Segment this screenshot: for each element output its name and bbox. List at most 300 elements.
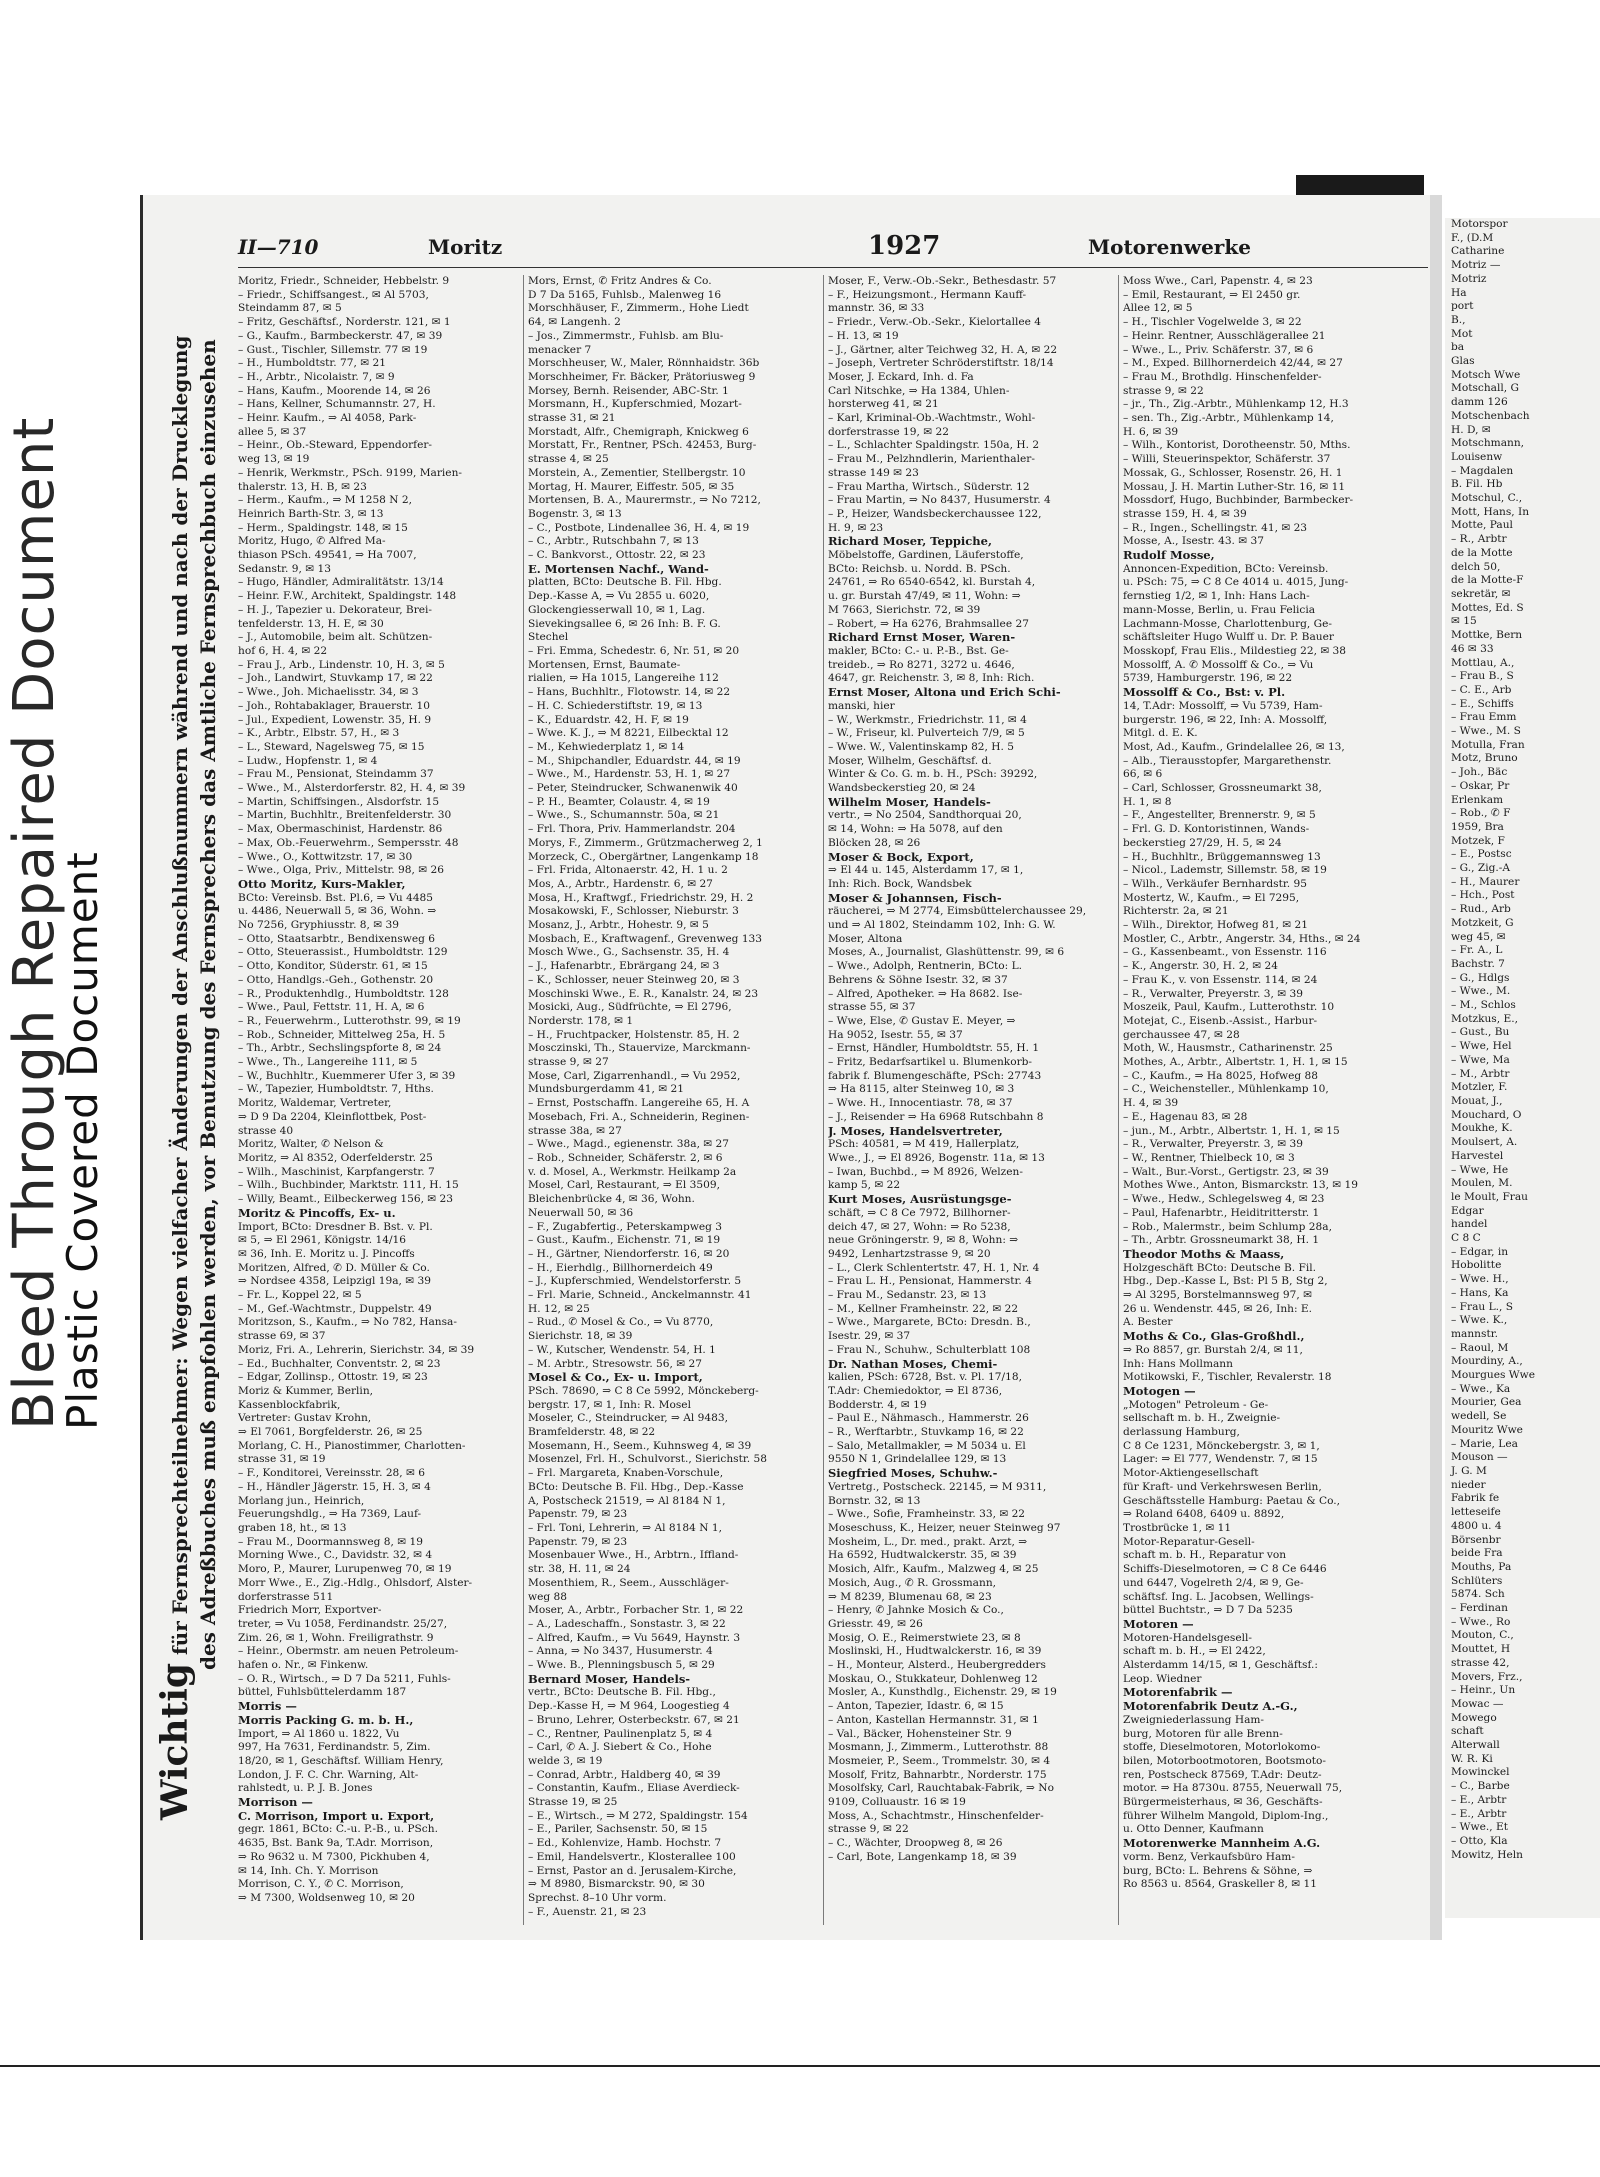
directory-entry: Mosel & Co., Ex- u. Import,: [528, 1371, 703, 1385]
directory-entry: Mosakowski, F., Schlosser, Nieburstr. 3: [528, 905, 739, 918]
directory-entry: Moses, A., Journalist, Glashüttenstr. 99, ✉ 6: [828, 946, 1065, 959]
directory-entry: ren, Postscheck 87569, T.Adr: Deutz-: [1123, 1768, 1322, 1781]
directory-entry: Bernard Moser, Handels-: [528, 1672, 691, 1686]
next-page-entry: – Hch., Post: [1451, 889, 1515, 902]
directory-entry: Bramfelderstr. 48, ✉ 22: [528, 1426, 656, 1439]
directory-entry: – Fritz, Geschäftsf., Norderstr. 121, ✉ 1: [238, 316, 451, 329]
directory-entry: ⇒ El 7061, Borgfelderstr. 26, ✉ 25: [238, 1426, 423, 1439]
directory-entry: hafen o. Nr., ✉ Finkenw.: [238, 1659, 369, 1672]
directory-entry: Moser, Altona: [828, 932, 903, 945]
directory-entry: – Hans, Kaufm., Moorende 14, ✉ 26: [238, 384, 431, 397]
directory-entry: Morlang jun., Heinrich,: [238, 1494, 365, 1507]
directory-entry: – Heinr. Kaufm., ⇒ Al 4058, Park-: [238, 412, 417, 425]
directory-entry: ⇒ M 7300, Woldsenweg 10, ✉ 20: [238, 1891, 415, 1904]
directory-entry: – H., Arbtr., Nicolaistr. 7, ✉ 9: [238, 370, 395, 383]
directory-entry: 4647, gr. Reichenstr. 3, ✉ 8, Inh: Rich.: [828, 672, 1035, 685]
directory-entry: H. 4, ✉ 39: [1123, 1097, 1179, 1110]
directory-entry: – Th., Arbtr., Sechslingspforte 8, ✉ 24: [238, 1042, 442, 1055]
directory-entry: Papenstr. 79, ✉ 23: [528, 1535, 628, 1548]
directory-entry: – M., Gef.-Wachtmstr., Duppelstr. 49: [238, 1302, 432, 1315]
directory-entry: Motikowski, F., Tischler, Revalerstr. 18: [1123, 1371, 1332, 1384]
directory-entry: – Otto, Steuerassist., Humboldtstr. 129: [238, 946, 448, 959]
directory-entry: Mosmann, J., Zimmerm., Lutterothstr. 88: [828, 1741, 1049, 1754]
directory-entry: – Ludw., Hopfenstr. 1, ✉ 4: [238, 754, 378, 767]
directory-entry: menacker 7: [528, 343, 592, 356]
directory-entry: – Frau M., Pelzhndlerin, Marienthaler-: [828, 453, 1035, 466]
directory-entry: Motoren-Handelsgesell-: [1123, 1631, 1252, 1644]
directory-entry: Winter & Co. G. m. b. H., PSch: 39292,: [828, 768, 1038, 781]
directory-entry: ✉ 36, Inh. E. Moritz u. J. Pincoffs: [238, 1247, 415, 1260]
notice-title: Wichtig: [154, 1662, 196, 1820]
directory-entry: – Joh., Rohtabaklager, Brauerstr. 10: [238, 699, 430, 712]
directory-entry: motor. ⇒ Ha 8730u. 8755, Neuerwall 75,: [1123, 1782, 1343, 1795]
directory-entry: Annoncen-Expedition, BCto: Vereinsb.: [1123, 562, 1329, 575]
directory-entry: str. 38, H. 11, ✉ 24: [528, 1563, 631, 1576]
directory-entry: Motogen —: [1123, 1384, 1196, 1398]
header-rule: [238, 267, 1428, 268]
next-page-entry: B. Fil. Hb: [1451, 478, 1503, 491]
directory-entry: – E., Hagenau 83, ✉ 28: [1123, 1110, 1248, 1123]
directory-entry: – Fritz, Bedarfsartikel u. Blumenkorb-: [828, 1056, 1032, 1069]
directory-entry: Morstadt, Alfr., Chemigraph, Knickweg 6: [528, 425, 749, 438]
directory-entry: Morsey, Bernh. Reisender, ABC-Str. 1: [528, 384, 729, 397]
directory-entry: Morris —: [238, 1700, 297, 1714]
directory-entry: – M., Exped. Billhornerdeich 42/44, ✉ 27: [1123, 357, 1343, 370]
directory-entry: Mostler, C., Arbtr., Angerstr. 34, Hths., ✉ 24: [1123, 932, 1361, 945]
directory-entry: – Frau M., Pensionat, Steindamm 37: [238, 768, 434, 781]
directory-entry: Ro 8563 u. 8564, Graskeller 8, ✉ 11: [1123, 1878, 1317, 1891]
directory-entry: Mothes Wwe., Anton, Bismarckstr. 13, ✉ 19: [1123, 1179, 1359, 1192]
directory-entry: – Friedr., Schiffsangest., ✉ Al 5703,: [238, 288, 429, 301]
next-page-entry: Motzkus, E.,: [1451, 1012, 1518, 1025]
directory-entry: – P., Heizer, Wandsbeckerchaussee 122,: [828, 507, 1042, 520]
directory-entry: – Wwe., Hedw., Schlegelsweg 4, ✉ 23: [1123, 1193, 1325, 1206]
directory-entry: – J., Reisender ⇒ Ha 6968 Rutschbahn 8: [828, 1110, 1044, 1123]
directory-entry: Inh: Hans Mollmann: [1123, 1357, 1233, 1370]
directory-entry: Mosig, O. E., Reimerstwiete 23, ✉ 8: [828, 1631, 1021, 1644]
directory-entry: Motoren —: [1123, 1617, 1194, 1631]
directory-entry: – Wwe., Sofie, Framheinstr. 33, ✉ 22: [828, 1508, 1026, 1521]
directory-entry: – Wwe., Th., Langereihe 111, ✉ 5: [238, 1056, 418, 1069]
next-page-entry: Motte, Paul: [1451, 519, 1513, 532]
directory-entry: beckerstieg 27/29, H. 5, ✉ 24: [1123, 836, 1282, 849]
directory-entry: – Wwe., L., Priv. Schäferstr. 37, ✉ 6: [1123, 343, 1314, 356]
directory-entry: Heinrich Barth-Str. 3, ✉ 13: [238, 507, 384, 520]
directory-entry: Bürgermeisterhaus, ✉ 36, Geschäfts-: [1123, 1796, 1323, 1809]
directory-entry: Mossak, G., Schlosser, Rosenstr. 26, H. 1: [1123, 466, 1343, 479]
directory-entry: Blöcken 28, ✉ 26: [828, 836, 921, 849]
directory-entry: – W., Werkmstr., Friedrichstr. 11, ✉ 4: [828, 713, 1027, 726]
directory-entry: strasse 31, ✉ 21: [528, 412, 616, 425]
directory-entry: Carl Nitschke, ⇒ Ha 1384, Uhlen-: [828, 384, 1010, 397]
next-page-entry: Börsenbr: [1451, 1533, 1501, 1546]
directory-entry: – R., Verwalter, Preyerstr. 3, ✉ 39: [1123, 1138, 1303, 1151]
directory-entry: ⇒ Ro 8857, gr. Burstah 2/4, ✉ 11,: [1123, 1343, 1303, 1356]
directory-entry: derlassung Hamburg,: [1123, 1426, 1240, 1439]
next-page-entry: Glas: [1451, 355, 1475, 368]
directory-column-4: [1123, 275, 1408, 1925]
directory-entry: Moser & Bock, Export,: [828, 850, 974, 864]
directory-entry: strasse 4, ✉ 25: [528, 453, 609, 466]
directory-entry: E. Mortensen Nachf., Wand-: [528, 562, 709, 576]
directory-entry: – Willi, Steuerinspektor, Schäferstr. 37: [1123, 453, 1331, 466]
directory-entry: A, Postscheck 21519, ⇒ Al 8184 N 1,: [528, 1494, 726, 1507]
next-page-entry: – Wwe, Hel: [1451, 1040, 1512, 1053]
directory-entry: Mosse, A., Isestr. 43. ✉ 37: [1123, 535, 1265, 548]
directory-entry: gegr. 1861, BCto: C.-u. P.-B., u. PSch.: [238, 1823, 438, 1836]
directory-entry: Mosenzel, Frl. H., Schulvorst., Sierichstr. 58: [528, 1453, 767, 1466]
next-page-entry: – Wwe, Ma: [1451, 1053, 1510, 1066]
directory-entry: Import, ⇒ Al 1860 u. 1822, Vu: [238, 1727, 400, 1740]
directory-entry: PSch. 78690, ⇒ C 8 Ce 5992, Mönckeberg-: [528, 1384, 759, 1397]
directory-entry: – Jul., Expedient, Lowenstr. 35, H. 9: [238, 713, 432, 726]
next-page-entry: beide Fra: [1451, 1547, 1503, 1560]
directory-entry: Moskau, O., Stukkateur, Dohlenweg 12: [828, 1672, 1038, 1685]
directory-entry: Richard Ernst Moser, Waren-: [828, 631, 1016, 645]
directory-entry: Bleichenbrücke 4, ✉ 36, Wohn.: [528, 1193, 695, 1206]
next-page-entry: Motzler, F.: [1451, 1081, 1508, 1094]
directory-entry: – Constantin, Kaufm., Eliase Averdieck-: [528, 1782, 740, 1795]
directory-entry: Ha 9052, Isestr. 55, ✉ 37: [828, 1028, 963, 1041]
directory-entry: – Rud., ✆ Mosel & Co., ⇒ Vu 8770,: [528, 1316, 714, 1329]
directory-entry: – Edgar, Zollinsp., Ottostr. 19, ✉ 23: [238, 1371, 428, 1384]
directory-entry: – W., Rentner, Thielbeck 10, ✉ 3: [1123, 1152, 1295, 1164]
directory-entry: – H., Eierhdlg., Billhornerdeich 49: [528, 1261, 713, 1274]
next-page-entry: – Wwe., Ro: [1451, 1615, 1511, 1628]
directory-entry: Ernst Moser, Altona und Erich Schi-: [828, 686, 1061, 700]
next-page-entry: – Frau B., S: [1451, 670, 1514, 683]
directory-entry: – Rob., Schneider, Schäferstr. 2, ✉ 6: [528, 1152, 723, 1164]
directory-entry: dorferstrasse 511: [238, 1590, 334, 1603]
directory-entry: – Wilh., Kontorist, Dorotheenstr. 50, Mths.: [1123, 439, 1351, 452]
next-page-entry: Mowitz, Heln: [1451, 1848, 1523, 1861]
directory-entry: fernstieg 1/2, ✉ 1, Inh: Hans Lach-: [1123, 590, 1310, 603]
directory-entry: platten, BCto: Deutsche B. Fil. Hbg.: [528, 576, 722, 589]
directory-entry: – Anton, Kastellan Hermannstr. 31, ✉ 1: [828, 1713, 1039, 1726]
directory-entry: – Herm., Kaufm., ⇒ M 1258 N 2,: [238, 494, 413, 507]
next-page-entry: C 8 C: [1451, 1232, 1481, 1245]
next-page-entry: – E., Arbtr: [1451, 1793, 1507, 1806]
directory-entry: Moriz, Fri. A., Lehrerin, Sierichstr. 34, ✉ 39: [238, 1343, 475, 1356]
directory-entry: – K., Eduardstr. 42, H. F, ✉ 19: [528, 713, 689, 726]
next-page-entry: Fabrik fe: [1451, 1492, 1500, 1505]
directory-entry: Morrison, C. Y., ✆ C. Morrison,: [238, 1878, 404, 1891]
next-page-entry: Edgar: [1451, 1204, 1484, 1217]
next-page-entry: mannstr.: [1451, 1327, 1498, 1340]
directory-entry: – A., Ladeschaffn., Sonstastr. 3, ✉ 22: [528, 1617, 726, 1630]
directory-entry: Mothes, A., Arbtr., Albertstr. 1, H. 1, ✉ 15: [1123, 1056, 1348, 1069]
directory-entry: C 8 Ce 1231, Mönckebergstr. 3, ✉ 1,: [1123, 1439, 1320, 1452]
directory-entry: Moritzen, Alfred, ✆ D. Müller & Co.: [238, 1261, 430, 1274]
directory-entry: deich 47, ✉ 27, Wohn: ⇒ Ro 5238,: [828, 1220, 1011, 1233]
directory-entry: Morzeck, C., Obergärtner, Langenkamp 18: [528, 850, 759, 863]
directory-entry: Friedrich Morr, Exportver-: [238, 1604, 382, 1617]
directory-entry: – Fr. L., Koppel 22, ✉ 5: [238, 1289, 362, 1302]
next-page-entry: – M., Arbtr: [1451, 1067, 1510, 1080]
directory-entry: neue Gröningerstr. 9, ✉ 8, Wohn: ⇒: [828, 1234, 1019, 1247]
next-page-entry: Mouson —: [1451, 1451, 1508, 1464]
directory-entry: Moser, A., Arbtr., Forbacher Str. 1, ✉ 22: [528, 1604, 744, 1617]
next-page-entry: – Oskar, Pr: [1451, 779, 1510, 792]
next-page-entry: 1959, Bra: [1451, 820, 1504, 833]
directory-entry: mannstr. 36, ✉ 33: [828, 302, 925, 315]
directory-entry: Kurt Moses, Ausrüstungsge-: [828, 1193, 1012, 1207]
directory-entry: – Emil, Restaurant, ⇒ El 2450 gr.: [1123, 288, 1301, 301]
directory-entry: T.Adr: Chemiedoktor, ⇒ El 8736,: [828, 1384, 1003, 1397]
book-spine: [1430, 195, 1442, 1940]
next-page-fragment: [1445, 218, 1600, 1918]
directory-entry: büttel, Fuhlsbüttelerdamm 187: [238, 1686, 407, 1699]
directory-entry: – Frau Martin, ⇒ No 8437, Husumerstr. 4: [828, 494, 1051, 507]
directory-entry: schaft m. b. H., Reparatur von: [1123, 1549, 1287, 1562]
next-page-entry: Mowego: [1451, 1711, 1497, 1724]
next-page-entry: Mottke, Bern: [1451, 629, 1523, 642]
next-page-entry: 5874. Sch: [1451, 1588, 1505, 1601]
directory-entry: Motejat, C., Eisenb.-Assist., Harbur-: [1123, 1014, 1318, 1027]
directory-entry: 24761, ⇒ Ro 6540-6542, kl. Burstah 4,: [828, 576, 1036, 589]
directory-entry: ⇒ Ro 9632 u. M 7300, Pickhuben 4,: [238, 1850, 430, 1863]
directory-entry: – Henry, ✆ Jahnke Mosich & Co.,: [828, 1604, 1004, 1617]
directory-entry: „Motogen" Petroleum - Ge-: [1123, 1398, 1269, 1411]
directory-entry: Griesstr. 49, ✉ 26: [828, 1617, 923, 1630]
directory-entry: – Alfred, Kaufm., ⇒ Vu 5649, Haynstr. 3: [528, 1631, 741, 1644]
directory-entry: – Anna, ⇒ No 3437, Husumerstr. 4: [528, 1645, 713, 1658]
next-page-entry: – Wwe., M.: [1451, 985, 1511, 998]
next-page-entry: de la Motte-F: [1451, 574, 1524, 587]
next-page-entry: Hobolitte: [1451, 1259, 1502, 1272]
directory-entry: H. 1, ✉ 8: [1123, 795, 1172, 808]
next-page-entry: sekretär, ✉: [1451, 587, 1511, 600]
directory-entry: Mosczinski, Th., Stauervize, Marckmann-: [528, 1042, 751, 1055]
next-page-entry: – Wwe., M. S: [1451, 725, 1521, 738]
directory-entry: und 6447, Vogelreth 2/4, ✉ 9, Ge-: [1123, 1576, 1304, 1589]
directory-entry: Bogenstr. 3, ✉ 13: [528, 507, 622, 520]
next-page-entry: – Wwe, He: [1451, 1163, 1509, 1176]
directory-entry: – K., Angerstr. 30, H. 2, ✉ 24: [1123, 960, 1278, 973]
directory-entry: stoffe, Dieselmotoren, Motorlokomo-: [1123, 1741, 1321, 1754]
directory-entry: bergstr. 17, ✉ 1, Inh: R. Mosel: [528, 1398, 691, 1411]
directory-entry: – Wwe., Magd., egienenstr. 38a, ✉ 27: [528, 1138, 730, 1151]
directory-entry: manski, hier: [828, 699, 895, 712]
directory-entry: – O. R., Wirtsch., ⇒ D 7 Da 5211, Fuhls-: [238, 1672, 451, 1685]
directory-entry: u. Otto Denner, Kaufmann: [1123, 1823, 1264, 1836]
directory-entry: – C., Rentner, Paulinenplatz 5, ✉ 4: [528, 1727, 713, 1740]
next-page-entry: – E., Schiffs: [1451, 697, 1514, 710]
directory-entry: 18/20, ✉ 1, Geschäftsf. William Henry,: [238, 1754, 444, 1767]
directory-entry: – Nicol., Lademstr, Sillemstr. 58, ✉ 19: [1123, 864, 1327, 877]
directory-entry: büttel Buchtstr., ⇒ D 7 Da 5235: [1123, 1604, 1293, 1617]
directory-entry: strasse 9, ✉ 27: [528, 1056, 609, 1069]
directory-entry: Neuerwall 50, ✉ 36: [528, 1206, 634, 1219]
next-page-entry: B.,: [1451, 313, 1466, 326]
next-page-entry: – C., Barbe: [1451, 1780, 1510, 1793]
directory-entry: Motor-Aktiengesellschaft: [1123, 1467, 1259, 1480]
directory-entry: Bornstr. 32, ✉ 13: [828, 1494, 921, 1507]
directory-entry: Wandsbeckerstieg 20, ✉ 24: [828, 782, 976, 795]
directory-entry: – H. J., Tapezier u. Dekorateur, Brei-: [238, 603, 433, 616]
directory-entry: Mortensen, B. A., Maurermstr., ⇒ No 7212,: [528, 494, 761, 507]
next-page-entry: Motz, Bruno: [1451, 752, 1518, 765]
directory-entry: ⇒ Al 3295, Borstelmannsweg 97, ✉: [1123, 1289, 1312, 1302]
directory-entry: Moszeik, Paul, Kaufm., Lutterothstr. 10: [1123, 1001, 1335, 1014]
directory-entry: Zweigniederlassung Ham-: [1123, 1713, 1265, 1726]
directory-entry: 64, ✉ Langenh. 2: [528, 316, 621, 329]
directory-entry: ⇒ M 8980, Bismarckstr. 90, ✉ 30: [528, 1878, 705, 1891]
next-page-entry: – Wwe. K.,: [1451, 1314, 1508, 1327]
directory-entry: BCto: Vereinsb. Bst. Pl.6, ⇒ Vu 4485: [238, 891, 434, 904]
directory-entry: – Anton, Tapezier, Idastr. 6, ✉ 15: [828, 1700, 1004, 1713]
directory-entry: Mosemann, H., Seem., Kuhnsweg 4, ✉ 39: [528, 1439, 752, 1452]
directory-entry: – F., Heizungsmont., Hermann Kauff-: [828, 288, 1027, 301]
directory-entry: Richterstr. 2a, ✉ 21: [1123, 905, 1229, 918]
directory-entry: 997, Ha 7631, Ferdinandstr. 5, Zim.: [238, 1741, 431, 1754]
directory-entry: – Hugo, Händler, Admiralitätstr. 13/14: [238, 576, 444, 589]
directory-entry: – R., Produktenhdlg., Humboldtstr. 128: [238, 987, 449, 1000]
directory-entry: – Iwan, Buchbd., ⇒ M 8926, Welzen-: [828, 1165, 1023, 1178]
next-page-entry: Mouritz Wwe: [1451, 1423, 1523, 1436]
directory-entry: – Frl. Frida, Altonaerstr. 42, H. 1 u. 2: [528, 864, 728, 877]
directory-entry: Zim. 26, ✉ 1, Wohn. Freiligrathstr. 9: [238, 1631, 434, 1644]
next-page-entry: – E., Arbtr: [1451, 1807, 1507, 1820]
directory-entry: – jr., Th., Zig.-Arbtr., Mühlenkamp 12, H.3: [1123, 398, 1349, 411]
next-page-entry: delch 50,: [1451, 560, 1501, 573]
next-page-entry: Moulsert, A.: [1451, 1136, 1518, 1149]
directory-entry: Moritzson, S., Kaufm., ⇒ No 782, Hansa-: [238, 1316, 457, 1329]
directory-entry: Moritz, ⇒ Al 8352, Oderfelderstr. 25: [238, 1152, 433, 1164]
directory-entry: Moro, P., Maurer, Lurupenweg 70, ✉ 19: [238, 1563, 452, 1576]
directory-entry: – Max, Ob.-Feuerwehrm., Sempersstr. 48: [238, 836, 459, 849]
directory-entry: – Frl. Toni, Lehrerin, ⇒ Al 8184 N 1,: [528, 1521, 722, 1534]
directory-entry: Mosenthiem, R., Seem., Ausschläger-: [528, 1576, 729, 1589]
directory-entry: – Emil, Handelsvertr., Klosterallee 100: [528, 1850, 736, 1863]
page-number: II—710: [238, 235, 319, 259]
directory-entry: strasse 40: [238, 1124, 294, 1137]
header-right-word: Motorenwerke: [1088, 235, 1251, 259]
directory-entry: Moritz & Pincoffs, Ex- u.: [238, 1206, 396, 1220]
directory-entry: schäftsleiter Hugo Wulff u. Dr. P. Bauer: [1123, 631, 1334, 644]
directory-entry: Morschheimer, Fr. Bäcker, Prätoriusweg 9: [528, 370, 756, 383]
directory-entry: H. 6, ✉ 39: [1123, 425, 1179, 438]
directory-entry: mann-Mosse, Berlin, u. Frau Felicia: [1123, 603, 1316, 616]
directory-entry: – Frau N., Schuhw., Schulterblatt 108: [828, 1343, 1031, 1356]
directory-entry: und ⇒ Al 1802, Steindamm 102, Inh: G. W.: [828, 919, 1056, 932]
notice-line-2: des Adreßbuches muß empfohlen werden, vor Benutzung des Fernsprechers das Amtliche Fernsprechbuch einzusehen: [196, 339, 220, 1670]
directory-entry: – Willy, Beamt., Eilbeckerweg 156, ✉ 23: [238, 1193, 454, 1206]
directory-entry: makler, BCto: C.- u. P.-B., Bst. Ge-: [828, 644, 1009, 657]
directory-entry: Moriz & Kummer, Berlin,: [238, 1384, 374, 1397]
directory-entry: fabrik f. Blumengeschäfte, PSch: 27743: [828, 1069, 1042, 1082]
directory-entry: J. Moses, Handelsvertreter,: [828, 1124, 1003, 1138]
next-page-entry: Bachstr. 7: [1451, 957, 1505, 970]
directory-entry: – Frl. Marie, Schneid., Anckelmannstr. 41: [528, 1289, 752, 1302]
directory-entry: Isestr. 29, ✉ 37: [828, 1330, 911, 1343]
next-page-entry: Motzkeit, G: [1451, 916, 1514, 929]
directory-entry: – jun., M., Arbtr., Albertstr. 1, H. 1, ✉ 15: [1123, 1124, 1340, 1137]
directory-entry: M 7663, Sierichstr. 72, ✉ 39: [828, 603, 981, 616]
directory-entry: dorferstrasse 19, ✉ 22: [828, 425, 950, 438]
next-page-entry: Mowinckel: [1451, 1766, 1510, 1779]
directory-entry: – J., Hafenarbtr., Ebrärgang 24, ✉ 3: [528, 960, 720, 973]
notice-line-1: für Fernsprechteilnehmer: Wegen vielfacher Änderungen der Anschlußnummern während und nach der Drucklegung: [168, 335, 192, 1655]
next-page-entry: – Fr. A., L: [1451, 944, 1503, 957]
directory-entry: – P. H., Beamter, Colaustr. 4, ✉ 19: [528, 795, 710, 808]
directory-entry: rialien, ⇒ Ha 1015, Langereihe 112: [528, 672, 719, 685]
directory-entry: – Otto, Staatsarbtr., Bendixensweg 6: [238, 932, 436, 945]
directory-entry: burg, BCto: L. Behrens & Söhne, ⇒: [1123, 1864, 1313, 1877]
directory-entry: – W., Buchhltr., Kuemmerer Ufer 3, ✉ 39: [238, 1069, 456, 1082]
directory-entry: – H., Tischler Vogelwelde 3, ✉ 22: [1123, 316, 1302, 329]
directory-entry: strasse 55, ✉ 37: [828, 1001, 916, 1014]
directory-entry: – Salo, Metallmakler, ⇒ M 5034 u. El: [828, 1439, 1026, 1452]
directory-entry: Norderstr. 178, ✉ 1: [528, 1014, 634, 1027]
next-page-entry: Mourgues Wwe: [1451, 1369, 1536, 1382]
directory-entry: Mosmeier, P., Seem., Trommelstr. 30, ✉ 4: [828, 1754, 1051, 1767]
directory-entry: Dep.-Kasse A, ⇒ Vu 2855 u. 6020,: [528, 590, 710, 603]
next-page-entry: – H., Maurer: [1451, 875, 1520, 888]
directory-columns: [238, 275, 1428, 1925]
directory-entry: – G., Kaufm., Barmbeckerstr. 47, ✉ 39: [238, 329, 443, 342]
directory-entry: – Rob., Schneider, Mittelweg 25a, H. 5: [238, 1028, 446, 1041]
next-page-entry: weg 45, ✉: [1451, 930, 1506, 943]
directory-entry: Mundsburgerdamm 41, ✉ 21: [528, 1083, 684, 1096]
directory-page: [140, 195, 1433, 1940]
directory-column-1: [238, 275, 523, 1925]
directory-entry: Moschinski Wwe., E. R., Kanalstr. 24, ✉ 23: [528, 987, 759, 1000]
directory-entry: – Wwe., Margarete, BCto: Dresdn. B.,: [828, 1316, 1031, 1329]
directory-entry: – H. C. Schiederstiftstr. 19, ✉ 13: [528, 699, 703, 712]
directory-entry: tenfelderstr. 13, H. E, ✉ 30: [238, 617, 384, 630]
directory-entry: – C. Bankvorst., Ottostr. 22, ✉ 23: [528, 549, 706, 562]
next-page-entry: de la Motte: [1451, 546, 1513, 559]
next-page-entry: – M., Schlos: [1451, 999, 1516, 1012]
next-page-entry: Moulen, M.: [1451, 1177, 1513, 1190]
directory-entry: Mortag, H. Maurer, Eiffestr. 505, ✉ 35: [528, 480, 735, 493]
directory-entry: – Max, Obermaschinist, Hardenstr. 86: [238, 823, 443, 836]
next-page-entry: – Edgar, in: [1451, 1245, 1509, 1258]
directory-entry: D 7 Da 5165, Fuhlsb., Malenweg 16: [528, 288, 722, 301]
side-notes: [0, 416, 125, 2030]
next-page-entry: H. D, ✉: [1451, 423, 1491, 436]
directory-entry: – Herm., Spaldingstr. 148, ✉ 15: [238, 521, 408, 534]
directory-entry: gerchaussee 47, ✉ 28: [1123, 1028, 1240, 1041]
directory-entry: – Wwe., Adolph, Rentnerin, BCto: L.: [828, 960, 1023, 973]
directory-entry: – Heinr. Rentner, Ausschlägerallee 21: [1123, 329, 1326, 342]
directory-entry: Holzgeschäft BCto: Deutsche B. Fil.: [1123, 1261, 1317, 1274]
directory-entry: Wilhelm Moser, Handels-: [828, 795, 991, 809]
directory-entry: – Jos., Zimmermstr., Fuhlsb. am Blu-: [528, 329, 724, 342]
next-page-entry: Motschenbach: [1451, 409, 1530, 422]
next-page-entry: – Heinr., Un: [1451, 1684, 1516, 1697]
directory-entry: schäft, ⇒ C 8 Ce 7972, Billhorner-: [828, 1206, 1011, 1219]
directory-entry: Sprechst. 8–10 Uhr vorm.: [528, 1891, 667, 1904]
directory-entry: u. gr. Burstah 47/49, ✉ 11, Wohn: ⇒: [828, 590, 1021, 603]
directory-entry: Moritz, Walter, ✆ Nelson &: [238, 1138, 384, 1151]
directory-entry: H. 9, ✉ 23: [828, 521, 884, 534]
directory-entry: 14, T.Adr: Mossolff, ⇒ Vu 5739, Ham-: [1123, 699, 1323, 712]
directory-entry: Lager: ⇒ El 777, Wendenstr. 7, ✉ 15: [1123, 1453, 1318, 1466]
next-page-entry: ✉ 15: [1451, 615, 1477, 628]
directory-entry: Kassenblockfabrik,: [238, 1398, 341, 1411]
directory-entry: C. Morrison, Import u. Export,: [238, 1809, 435, 1823]
directory-entry: für Kraft- und Verkehrswesen Berlin,: [1123, 1480, 1322, 1493]
directory-entry: – Heinr., Obermstr. am neuen Petroleum-: [238, 1645, 459, 1658]
directory-entry: – Wwe. H., Innocentiastr. 78, ✉ 37: [828, 1097, 1013, 1110]
directory-entry: – C., Arbtr., Rutschbahn 7, ✉ 13: [528, 535, 699, 548]
directory-entry: Moritz, Hugo, ✆ Alfred Ma-: [238, 535, 386, 548]
next-page-entry: Motorspor: [1451, 218, 1508, 230]
directory-entry: ⇒ Roland 6408, 6409 u. 8892,: [1123, 1508, 1285, 1521]
directory-entry: No 7256, Gryphiusstr. 8, ✉ 39: [238, 919, 400, 932]
